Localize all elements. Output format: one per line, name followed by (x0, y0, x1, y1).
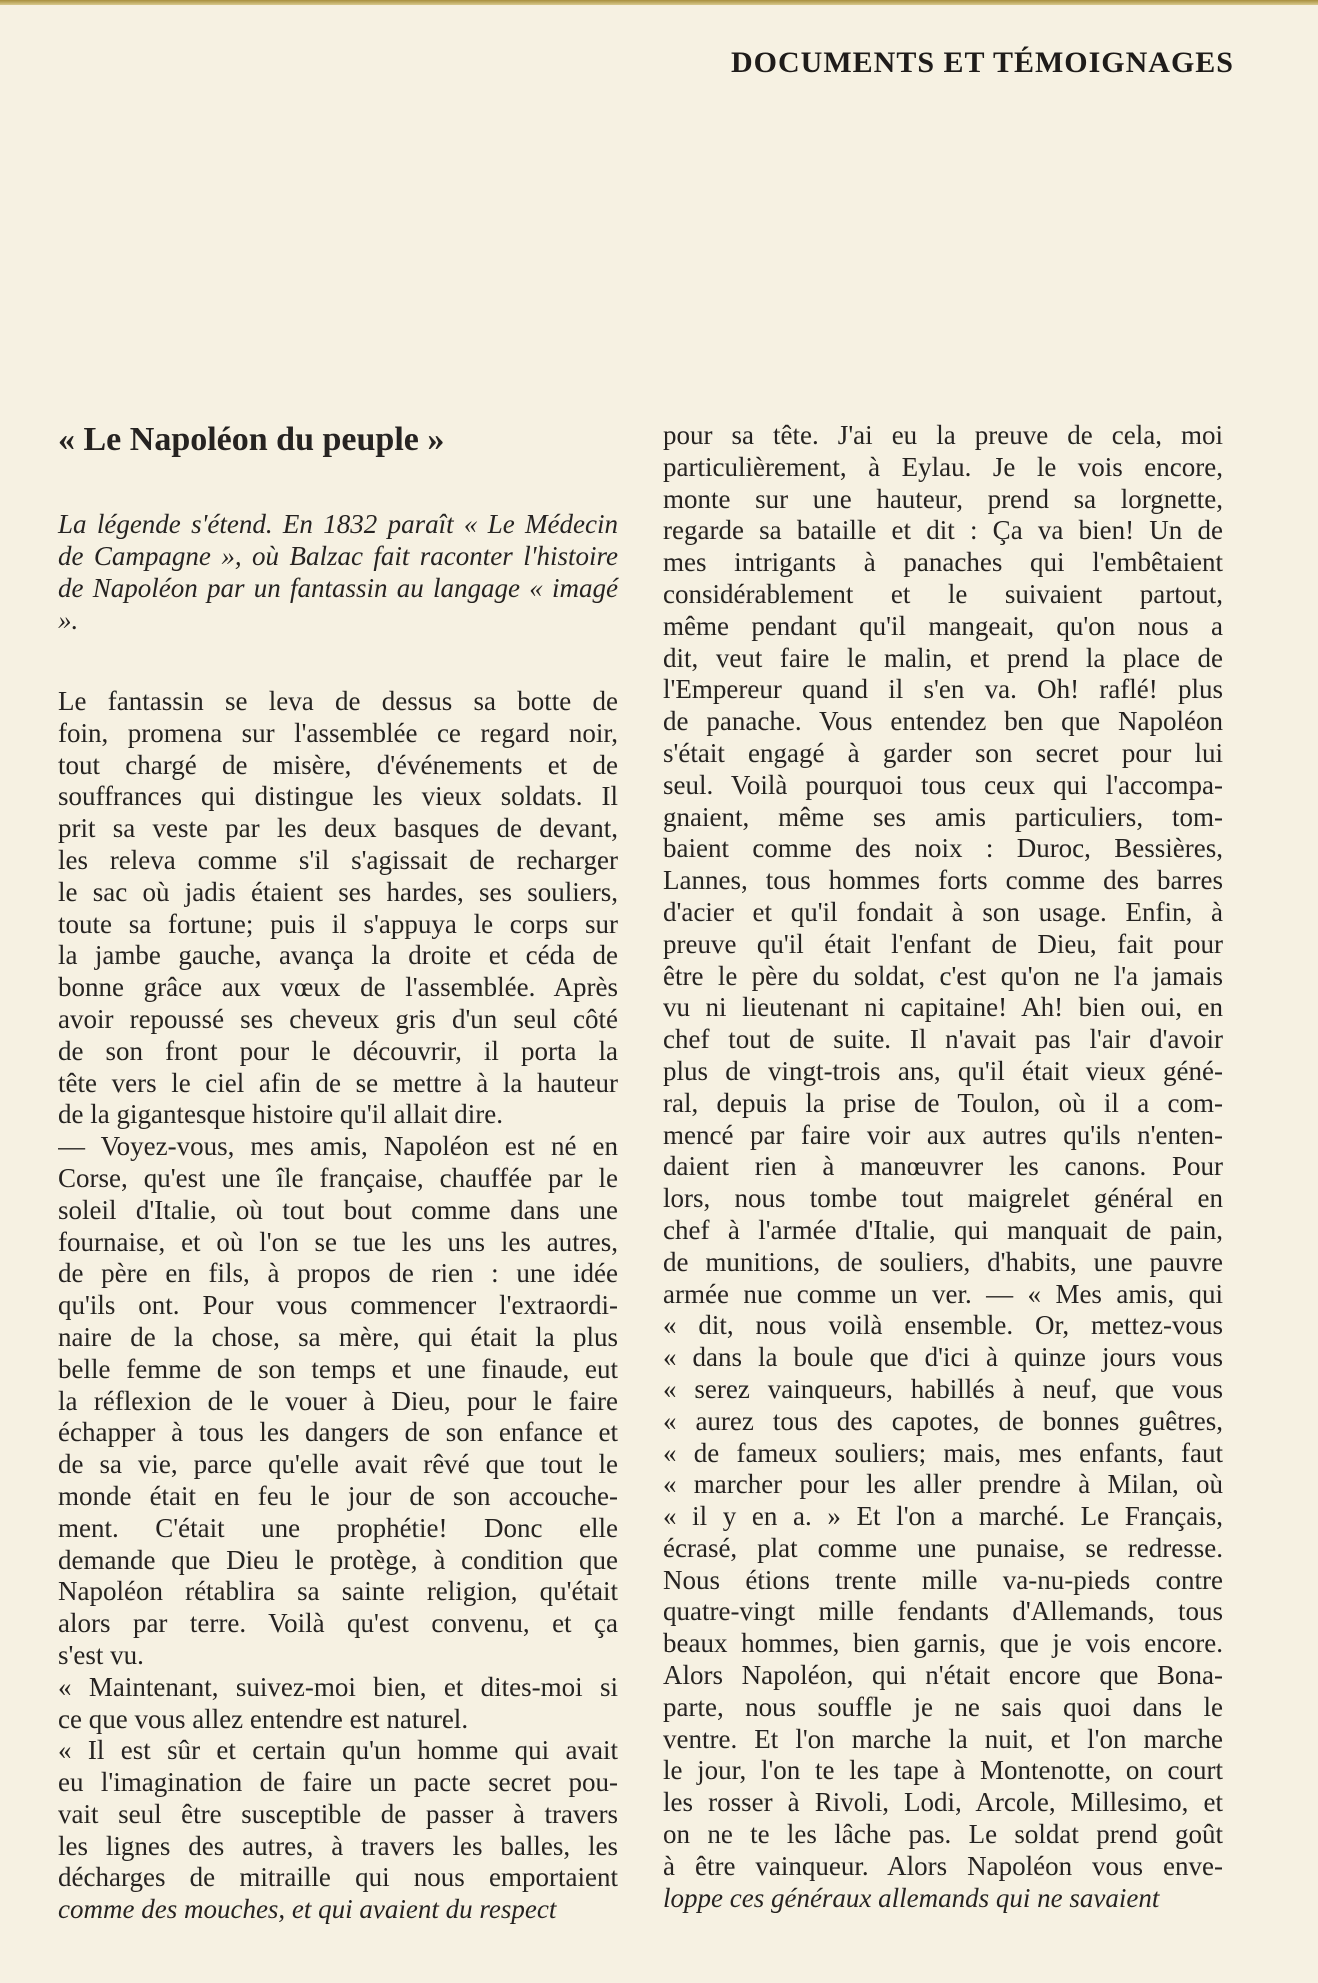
section-title: « Le Napoléon du peuple » (58, 421, 445, 458)
text-line: l'Empereur quand il s'en va. Oh! raflé! plus (663, 674, 1223, 705)
text-line: alors par terre. Voilà qu'est convenu, et ça (58, 1608, 618, 1639)
text-line: le sac où jadis étaient ses hardes, ses souliers, (58, 876, 618, 907)
right-column (663, 420, 1223, 1914)
text-line: décharges de mitraille qui nous emportaient (58, 1862, 618, 1893)
text-line: dit, veut faire le malin, et prend la place de (663, 642, 1223, 673)
text-line: « Maintenant, suivez-moi bien, et dites-moi si (58, 1671, 618, 1702)
text-line: de sa vie, parce qu'elle avait rêvé que tout le (58, 1449, 618, 1480)
text-line: — Voyez-vous, mes amis, Napoléon est né en (58, 1131, 618, 1162)
text-line: quatre-vingt mille fendants d'Allemands, tous (663, 1596, 1223, 1627)
text-line: demande que Dieu le protège, à condition que (58, 1544, 618, 1575)
text-line: chef tout de suite. Il n'avait pas l'air d'avoir (663, 1024, 1223, 1055)
text-line: ce que vous allez entendre est naturel. (58, 1703, 469, 1734)
text-line: échapper à tous les dangers de son enfance et (58, 1417, 618, 1448)
text-line: bonne grâce aux vœux de l'assemblée. Après (58, 972, 618, 1003)
intro-paragraph: La légende s'étend. En 1832 paraît « Le Médecin de Campagne », où Balzac fait raconter l'histoire de Napoléon par un fantassin au langage « imagé ». (58, 509, 618, 635)
text-line: s'est vu. (58, 1639, 144, 1670)
text-line: vait seul être susceptible de passer à travers (58, 1798, 618, 1829)
text-line: « Il est sûr et certain qu'un homme qui avait (58, 1735, 618, 1766)
text-line: « dit, nous voilà ensemble. Or, mettez-vous (663, 1310, 1223, 1341)
text-line: particulièrement, à Eylau. Je le vois encore, (663, 451, 1223, 482)
text-line: on ne te les lâche pas. Le soldat prend goût (663, 1819, 1223, 1850)
text-line: gnaient, même ses amis particuliers, tom- (663, 801, 1223, 832)
left-column-text (58, 686, 618, 1926)
text-line: foin, promena sur l'assemblée ce regard noir, (58, 717, 618, 748)
text-line: d'acier et qu'il fondait à son usage. Enfin, à (663, 896, 1223, 927)
text-line: « serez vainqueurs, habillés à neuf, que vous (663, 1373, 1223, 1404)
text-line: monte sur une hauteur, prend sa lorgnette, (663, 483, 1223, 514)
text-line: beaux hommes, bien garnis, que je vois encore. (663, 1628, 1223, 1659)
text-line: monde était en feu le jour de son accouche- (58, 1480, 618, 1511)
text-line: plus de vingt-trois ans, qu'il était vieux géné- (663, 1055, 1223, 1086)
text-line: les releva comme s'il s'agissait de recharger (58, 844, 618, 875)
text-line: baient comme des noix : Duroc, Bessières, (663, 833, 1223, 864)
right-column-text (663, 420, 1223, 1914)
text-line: Lannes, tous hommes forts comme des barres (663, 865, 1223, 896)
text-line: Corse, qu'est une île française, chauffée par le (58, 1162, 618, 1193)
text-line: de munitions, de souliers, d'habits, une pauvre (663, 1246, 1223, 1277)
text-line: « aurez tous des capotes, de bonnes guêtres, (663, 1405, 1223, 1436)
text-line: comme des mouches, et qui avaient du respect (58, 1894, 557, 1925)
text-line: armée nue comme un ver. — « Mes amis, qui (663, 1278, 1223, 1309)
text-line: ventre. Et l'on marche la nuit, et l'on marche (663, 1723, 1223, 1754)
text-line: lors, nous tombe tout maigrelet général en (663, 1183, 1223, 1214)
text-line: toute sa fortune; puis il s'appuya le corps sur (58, 908, 618, 939)
text-line: considérablement et le suivaient partout, (663, 578, 1223, 609)
text-line: mes intrigants à panaches qui l'embêtaient (663, 547, 1223, 578)
text-line: Le fantassin se leva de dessus sa botte de (58, 686, 618, 716)
text-line: naire de la chose, sa mère, qui était la plus (58, 1321, 618, 1352)
text-line: le jour, l'on te les tape à Montenotte, on court (663, 1755, 1223, 1786)
text-line: chef à l'armée d'Italie, qui manquait de pain, (663, 1214, 1223, 1245)
text-line: de la gigantesque histoire qu'il allait dire. (58, 1099, 503, 1130)
text-line: « de fameux souliers; mais, mes enfants, faut (663, 1437, 1223, 1468)
text-line: « il y en a. » Et l'on a marché. Le Français, (663, 1501, 1223, 1532)
text-line: de père en fils, à propos de rien : une idée (58, 1258, 618, 1289)
text-line: être le père du soldat, c'est qu'on ne l'a jamais (663, 960, 1223, 991)
text-line: écrasé, plat comme une punaise, se redresse. (663, 1532, 1223, 1563)
text-line: à être vainqueur. Alors Napoléon vous enve- (663, 1850, 1223, 1881)
text-line: de panache. Vous entendez ben que Napoléon (663, 706, 1223, 737)
text-line: regarde sa bataille et dit : Ça va bien! Un de (663, 515, 1223, 546)
text-line: prit sa veste par les deux basques de devant, (58, 813, 618, 844)
text-line: Alors Napoléon, qui n'était encore que Bona- (663, 1660, 1223, 1691)
text-line: tout chargé de misère, d'événements et de (58, 749, 618, 780)
text-line: les rosser à Rivoli, Lodi, Arcole, Millesimo, et (663, 1787, 1223, 1818)
text-line: la jambe gauche, avança la droite et céda de (58, 940, 618, 971)
text-line: daient rien à manœuvrer les canons. Pour (663, 1151, 1223, 1182)
text-line: fournaise, et où l'on se tue les uns les autres, (58, 1226, 618, 1257)
text-line: pour sa tête. J'ai eu la preuve de cela, moi (663, 420, 1223, 450)
running-head: DOCUMENTS ET TÉMOIGNAGES (731, 46, 1234, 79)
text-line: seul. Voilà pourquoi tous ceux qui l'accompa- (663, 769, 1223, 800)
text-line: Nous étions trente mille va-nu-pieds contre (663, 1564, 1223, 1595)
text-line: « marcher pour les aller prendre à Milan, où (663, 1469, 1223, 1500)
text-line: mencé par faire voir aux autres qu'ils n'enten- (663, 1119, 1223, 1150)
left-column (58, 420, 618, 1926)
text-line: qu'ils ont. Pour vous commencer l'extraordi- (58, 1290, 618, 1321)
text-line: les lignes des autres, à travers les balles, les (58, 1830, 618, 1861)
text-line: même pendant qu'il mangeait, qu'on nous a (663, 610, 1223, 641)
text-line: « dans la boule que d'ici à quinze jours vous (663, 1342, 1223, 1373)
text-line: ral, depuis la prise de Toulon, où il a com- (663, 1087, 1223, 1118)
text-line: souffrances qui distingue les vieux soldats. Il (58, 781, 618, 812)
text-line: eu l'imagination de faire un pacte secret pou- (58, 1767, 618, 1798)
text-line: preuve qu'il était l'enfant de Dieu, fait pour (663, 928, 1223, 959)
text-line: vu ni lieutenant ni capitaine! Ah! bien oui, en (663, 992, 1223, 1023)
text-line: parte, nous souffle je ne sais quoi dans le (663, 1691, 1223, 1722)
text-line: de son front pour le découvrir, il porta la (58, 1035, 618, 1066)
text-line: ment. C'était une prophétie! Donc elle (58, 1512, 618, 1543)
text-line: s'était engagé à garder son secret pour lui (663, 737, 1223, 768)
text-line: tête vers le ciel afin de se mettre à la hauteur (58, 1067, 618, 1098)
text-line: avoir repoussé ses cheveux gris d'un seul côté (58, 1003, 618, 1034)
page-top-edge (0, 0, 1318, 5)
text-line: la réflexion de le vouer à Dieu, pour le faire (58, 1385, 618, 1416)
text-line: soleil d'Italie, où tout bout comme dans une (58, 1194, 618, 1225)
text-line: Napoléon rétablira sa sainte religion, qu'était (58, 1576, 618, 1607)
text-line: belle femme de son temps et une finaude, eut (58, 1353, 618, 1384)
text-line: loppe ces généraux allemands qui ne savaient (663, 1882, 1160, 1913)
